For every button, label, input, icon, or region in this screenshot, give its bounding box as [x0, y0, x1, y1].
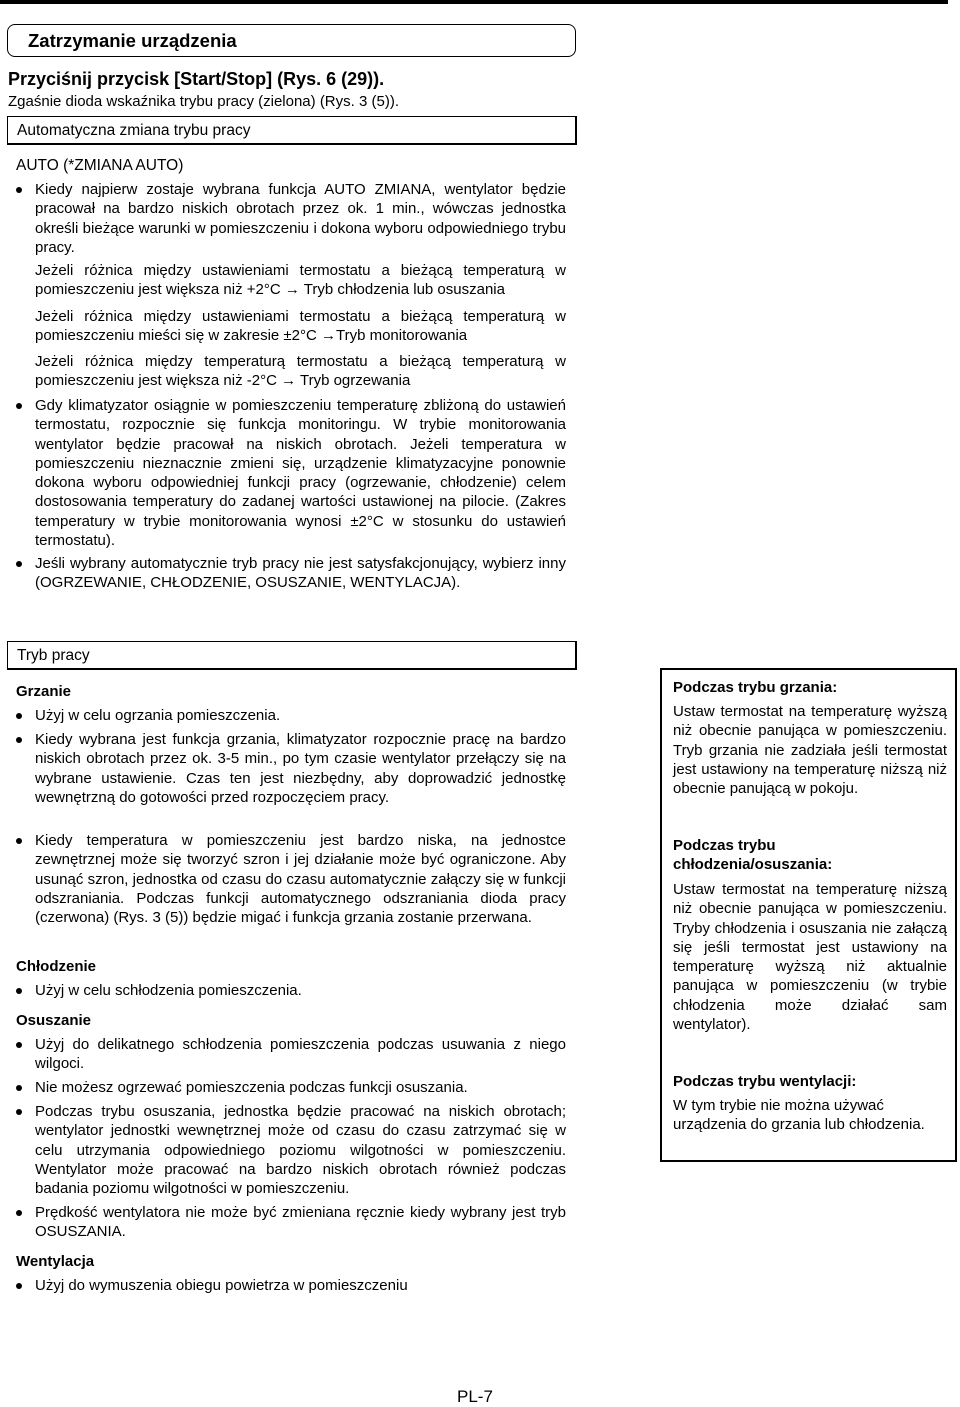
top-rule — [0, 0, 948, 4]
drying-bullet-4: Prędkość wentylatora nie może być zmieniana ręcznie kiedy wybrany jest tryb OSUSZANIA. — [35, 1204, 566, 1241]
heating-bullet-1: Użyj w celu ogrzania pomieszczenia. — [35, 707, 281, 724]
heating-title: Grzanie — [16, 683, 72, 700]
bullet-icon — [16, 1042, 22, 1048]
sidebox-fan-text: W tym trybie nie można używać urządzenia do grzania lub chłodzenia. — [673, 1097, 925, 1134]
bullet-icon — [16, 561, 22, 567]
stop-heading: Zatrzymanie urządzenia — [7, 24, 576, 57]
drying-bullet-2: Nie możesz ogrzewać pomieszczenia podczas funkcji osuszania. — [35, 1079, 468, 1096]
auto-condition-heating: Jeżeli różnica między temperaturą termostatu a bieżącą temperaturą w pomieszczeniu jest większa niż -2°C → Tryb ogrzewania — [35, 353, 566, 390]
bullet-icon — [16, 1085, 22, 1091]
sidebox-cooling-title-1: Podczas trybu — [673, 837, 776, 854]
sidebox-cooling-title-2: chłodzenia/osuszania: — [673, 856, 833, 873]
fan-bullet-1: Użyj do wymuszenia obiegu powietrza w pomieszczeniu — [35, 1277, 408, 1294]
auto-heading: Automatyczna zmiana trybu pracy — [7, 116, 577, 145]
cooling-bullet-1: Użyj w celu schłodzenia pomieszczenia. — [35, 982, 302, 999]
bullet-icon — [16, 1109, 22, 1115]
bullet-icon — [16, 713, 22, 719]
auto-bullet-2: Gdy klimatyzator osiągnie w pomieszczeniu temperaturę zbliżoną do ustawień termostatu, rozpocznie się funkcja monitoringu. W trybie monitorowania wentylator będzie pracował na niskich obrotach. Jeżeli temperatura w pomieszczeniu nieznacznie zmieni się, urządzenie klimatyzacyjne ponownie dokona wyboru odpowiedniej funkcji pracy (ogrzewanie, chłodzenie) celem dostosowania temperatury do zadanej wartości ustawionej na pilocie. (Zakres temperatury w trybie monitorowania wynosi ±2°C w stosunku do ustawień termostatu). — [35, 397, 566, 550]
bullet-icon — [16, 403, 22, 409]
led-instruction: Zgaśnie dioda wskaźnika trybu pracy (zielona) (Rys. 3 (5)). — [8, 93, 399, 110]
drying-bullet-3: Podczas trybu osuszania, jednostka będzie pracować na niskich obrotach; wentylator jednostki wewnętrznej może od czasu do czasu zatrzymać się w celu utrzymania odpowiedniego poziomu wilgotności w pomieszczeniu. Wentylator może pracować na bardzo niskich obrotach również podczas badania poziomu wilgotności w pomieszczeniu. — [35, 1103, 566, 1198]
bullet-icon — [16, 838, 22, 844]
drying-bullet-1: Użyj do delikatnego schłodzenia pomieszczenia podczas usuwania z niego wilgoci. — [35, 1036, 566, 1073]
heating-bullet-2: Kiedy wybrana jest funkcja grzania, klimatyzator rozpocznie pracę na bardzo niskich obrotach przez ok. 3-5 min., po tym czasie wentylator przełączy się na wybrane ustawienie. Czas ten jest niezbędny, aby doprowadzić jednostkę wewnętrzną do gotowości przed rozpoczęciem pracy. — [35, 731, 566, 806]
bullet-icon — [16, 187, 22, 193]
bullet-icon — [16, 1283, 22, 1289]
bullet-icon — [16, 1210, 22, 1216]
cooling-title: Chłodzenie — [16, 958, 97, 975]
drying-title: Osuszanie — [16, 1012, 92, 1029]
mode-notes-box — [660, 668, 957, 1162]
page-number: PL-7 — [457, 1387, 493, 1406]
auto-condition-cooling: Jeżeli różnica między ustawieniami termostatu a bieżącą temperaturą w pomieszczeniu jest większa niż +2°C → Tryb chłodzenia lub osuszania — [35, 262, 566, 299]
modes-heading: Tryb pracy — [7, 641, 577, 670]
sidebox-cooling-text: Ustaw termostat na temperaturę niższą niż obecnie panująca w pomieszczeniu. Tryby chłodzenia i osuszania nie załączą się jeśli termostat jest ustawiony na temperaturę wyższą niż aktualnie panująca w pomieszczeniu (w trybie chłodzenia może działać sam wentylator). — [673, 881, 947, 1034]
sidebox-heating-title: Podczas trybu grzania: — [673, 679, 838, 696]
auto-condition-monitor: Jeżeli różnica między ustawieniami termostatu a bieżącą temperaturą w pomieszczeniu mieści się w zakresie ±2°C →Tryb monitorowania — [35, 308, 566, 345]
sidebox-heating-text: Ustaw termostat na temperaturę wyższą niż obecnie panująca w pomieszczeniu. Tryb grzania nie zadziała jeśli termostat jest ustawiony na temperaturę niższą niż obecnie panującą w pokoju. — [673, 703, 947, 798]
press-instruction: Przyciśnij przycisk [Start/Stop] (Rys. 6 (29)). — [8, 69, 385, 89]
sidebox-fan-title: Podczas trybu wentylacji: — [673, 1073, 857, 1090]
bullet-icon — [16, 737, 22, 743]
auto-bullet-3: Jeśli wybrany automatycznie tryb pracy nie jest satysfakcjonujący, wybierz inny (OGRZEWANIE, CHŁODZENIE, OSUSZANIE, WENTYLACJA). — [35, 555, 566, 592]
fan-title: Wentylacja — [16, 1253, 95, 1270]
auto-subheading: AUTO (*ZMIANA AUTO) — [16, 157, 184, 174]
heating-bullet-3: Kiedy temperatura w pomieszczeniu jest bardzo niska, na jednostce zewnętrznej może się tworzyć szron i jej działanie może być ograniczone. Aby usunąć szron, jednostka od czasu do czasu automatycznie załączy się w funkcji odszraniania. Podczas funkcji automatycznego odszraniania dioda pracy (czerwona) (Rys. 3 (5)) będzie migać i funkcja grzania zostanie przerwana. — [35, 832, 566, 927]
bullet-icon — [16, 988, 22, 994]
auto-bullet-1: Kiedy najpierw zostaje wybrana funkcja AUTO ZMIANA, wentylator będzie pracował na bardzo niskich obrotach przez ok. 1 min., wówczas jednostka określi bieżące warunki w pomieszczeniu i dokona wyboru odpowiedniego trybu pracy. — [35, 181, 566, 256]
